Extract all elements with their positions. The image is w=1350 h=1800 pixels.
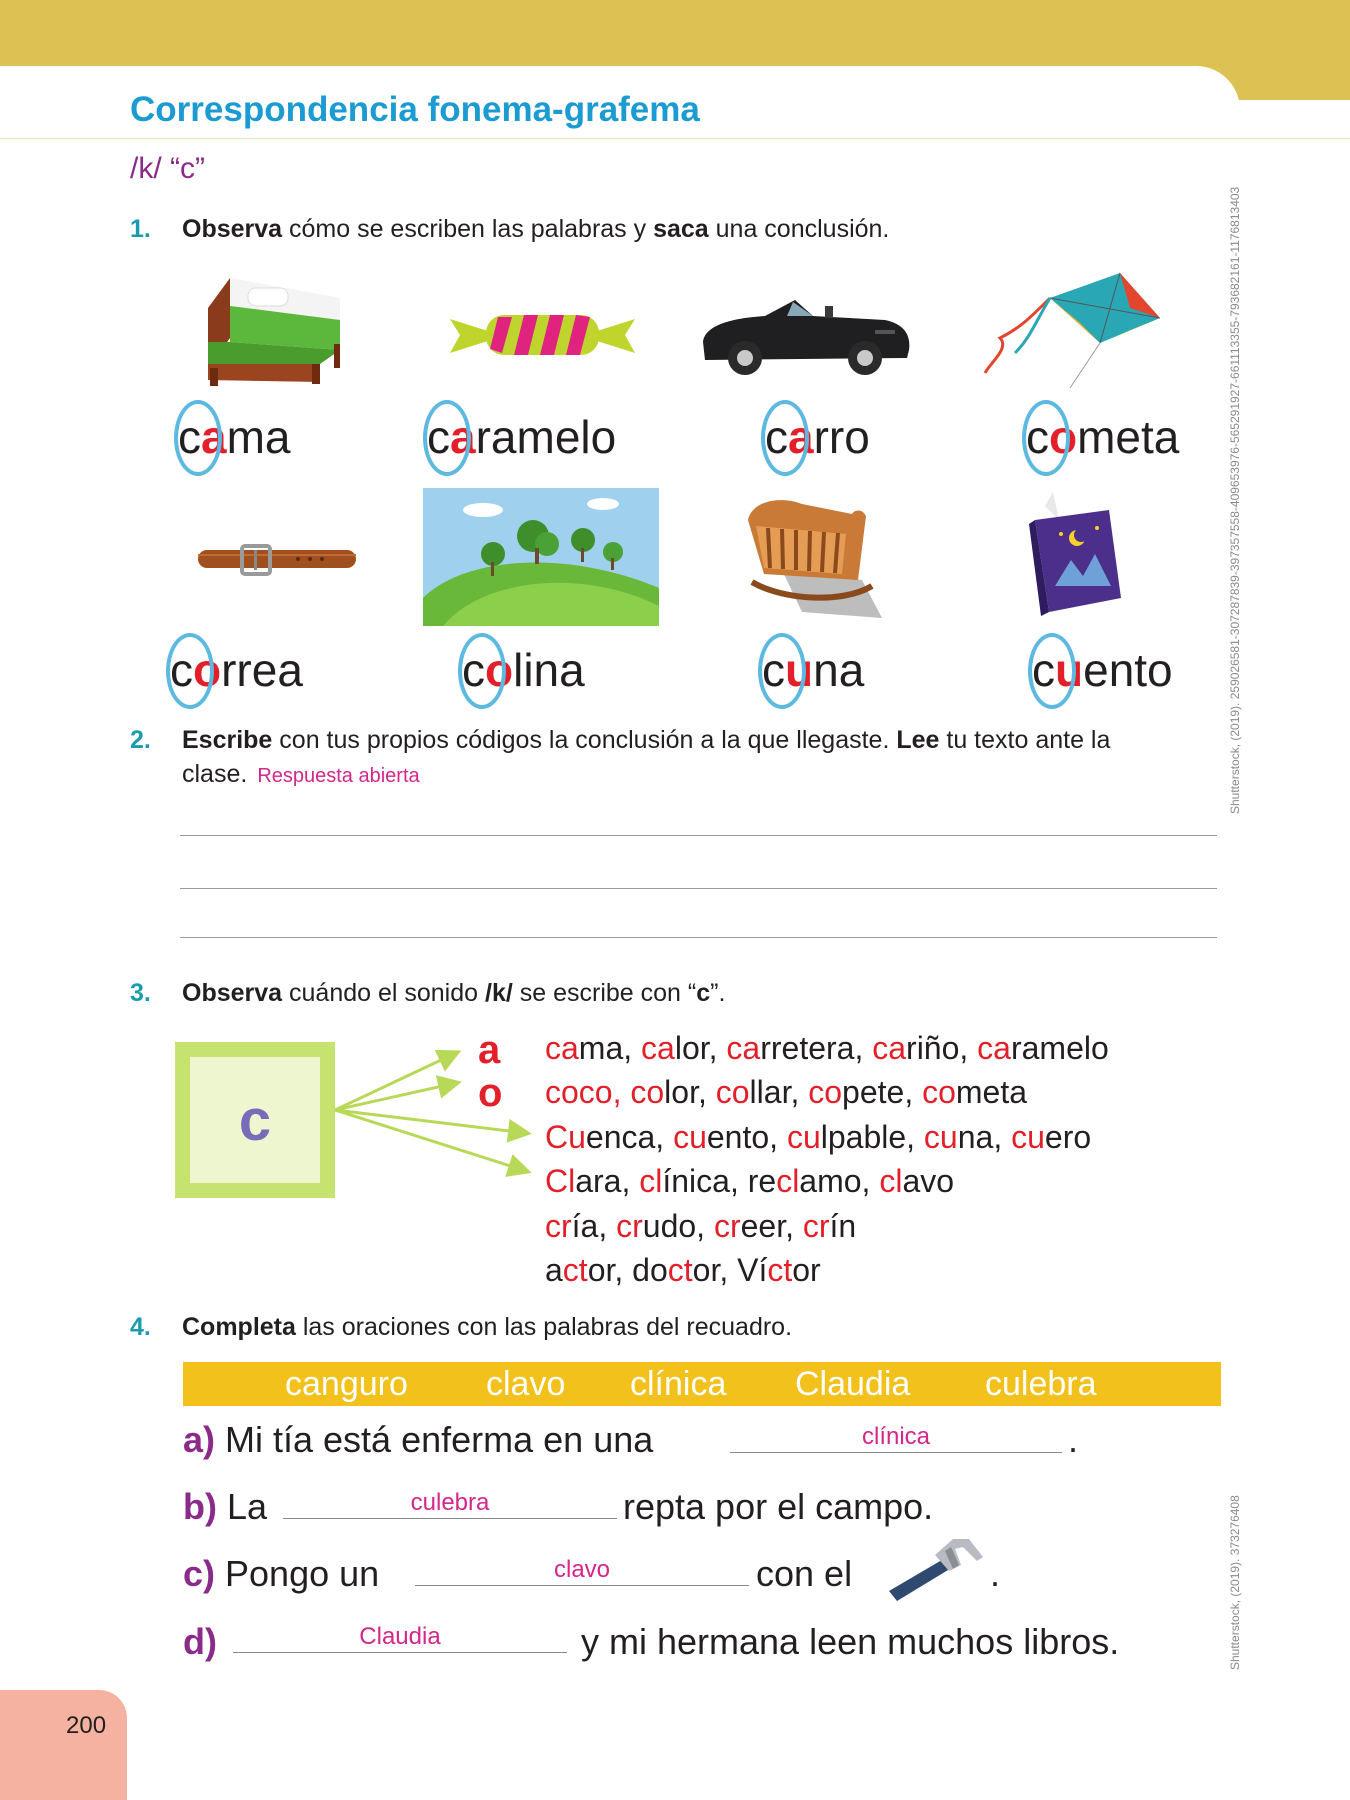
writing-line[interactable] [180,937,1217,938]
question-3 [130,976,1180,1010]
word-cometa: cometa [1026,412,1179,462]
car-icon [695,280,917,380]
arrows-diagram [330,1025,540,1185]
vowel-o: o [478,1071,503,1115]
letter-c-ring [758,633,806,709]
storybook-icon [1025,490,1125,620]
sentence-c-end: con el [756,1553,853,1594]
vowel-a: a [478,1028,501,1072]
question-number: 2. [130,726,151,754]
question-number: 1. [130,215,151,243]
cradle-icon [742,490,882,620]
sentence-a-end: . [1068,1419,1079,1460]
word-bank-item: clavo [486,1365,566,1403]
word-bank-item: clínica [630,1365,727,1403]
answer-text: culebra [410,1489,490,1516]
belt-icon [198,540,356,580]
word-row-ca: cama, calor, carretera, cariño, caramelo [545,1030,1109,1066]
page-title: Correspondencia fonema-grafema [130,90,700,129]
word-row-ct: actor, doctor, Víctor [545,1252,821,1288]
question-2 [130,723,1210,793]
question-text: Escribe con tus propios códigos la conclusión a la que llegaste. Lee tu texto ante la clase. Respuesta abierta [182,726,1111,788]
word-caramelo: caramelo [427,412,616,462]
word-cuento: cuento [1032,645,1173,695]
answer-blank[interactable] [415,1585,749,1586]
word-cuna: cuna [762,645,864,695]
header-rule [0,138,1350,139]
sentence-c-period: . [990,1553,1001,1594]
question-1 [130,212,1180,246]
candy-icon [450,305,635,365]
letter-c-box-inner [190,1057,320,1183]
letter-c-ring [458,633,506,709]
letter-c-ring [174,400,222,476]
page-subtitle: /k/ “c” [130,152,205,185]
sentence-b-end: repta por el campo. [623,1486,934,1527]
word-row-cr: cría, crudo, creer, crín [545,1208,857,1244]
page-number-tab [0,1690,127,1800]
question-number: 4. [130,1313,151,1341]
question-number: 3. [130,979,151,1007]
question-4 [130,1310,1180,1344]
answer-blank[interactable] [730,1452,1062,1453]
letter-c-ring [761,400,809,476]
sentence-d-end: y mi hermana leen muchos libros. [581,1621,1120,1662]
writing-line[interactable] [180,888,1217,889]
question-text: Completa las oraciones con las palabras del recuadro. [182,1313,793,1341]
word-colina: colina [462,645,585,695]
word-carro: carro [765,412,870,462]
hammer-icon [885,1535,985,1605]
letter-c: c [238,1087,272,1153]
answer-blank[interactable] [283,1518,617,1519]
sentence-c: c) Pongo un [183,1553,380,1594]
answer-blank[interactable] [233,1652,567,1653]
question-text: Observa cuándo el sonido /k/ se escribe con “c”. [182,979,726,1007]
letter-c-ring [166,633,214,709]
sentence-d: d) [183,1621,217,1662]
image-credit-top: Shutterstock, (2019). 259026581-307287839-397357558-409653976-565291927-661113355-793682161-1176813403 [1228,186,1242,814]
sentence-a: a) Mi tía está enferma en una [183,1419,654,1460]
sentence-b: b) La [183,1486,268,1527]
answer-text: clavo [553,1556,611,1583]
word-bank-item: canguro [285,1365,408,1403]
word-bank-item: Claudia [795,1365,911,1403]
word-row-co: coco, color, collar, copete, cometa [545,1074,1028,1110]
image-credit-bottom: Shutterstock, (2019). 373276408 [1228,1495,1242,1670]
answer-text: clínica [861,1423,931,1450]
letter-c-ring [1022,400,1070,476]
letter-c-ring [1028,633,1076,709]
word-row-cu: Cuenca, cuento, culpable, cuna, cuero [545,1119,1092,1155]
answer-text: Claudia [359,1623,441,1650]
hill-icon [423,488,659,626]
page-number: 200 [66,1712,107,1739]
writing-line[interactable] [180,835,1217,836]
question-text: Observa cómo se escriben las palabras y saca una conclusión. [182,215,890,243]
kite-icon [980,268,1160,393]
word-cama: cama [178,412,291,462]
word-correa: correa [170,645,303,695]
bed-icon [190,268,360,388]
word-row-cl: Clara, clínica, reclamo, clavo [545,1163,955,1199]
word-bank-item: culebra [985,1365,1097,1403]
letter-c-ring [423,400,471,476]
answer-text: Respuesta abierta [257,765,420,787]
letter-c-box [175,1042,335,1198]
